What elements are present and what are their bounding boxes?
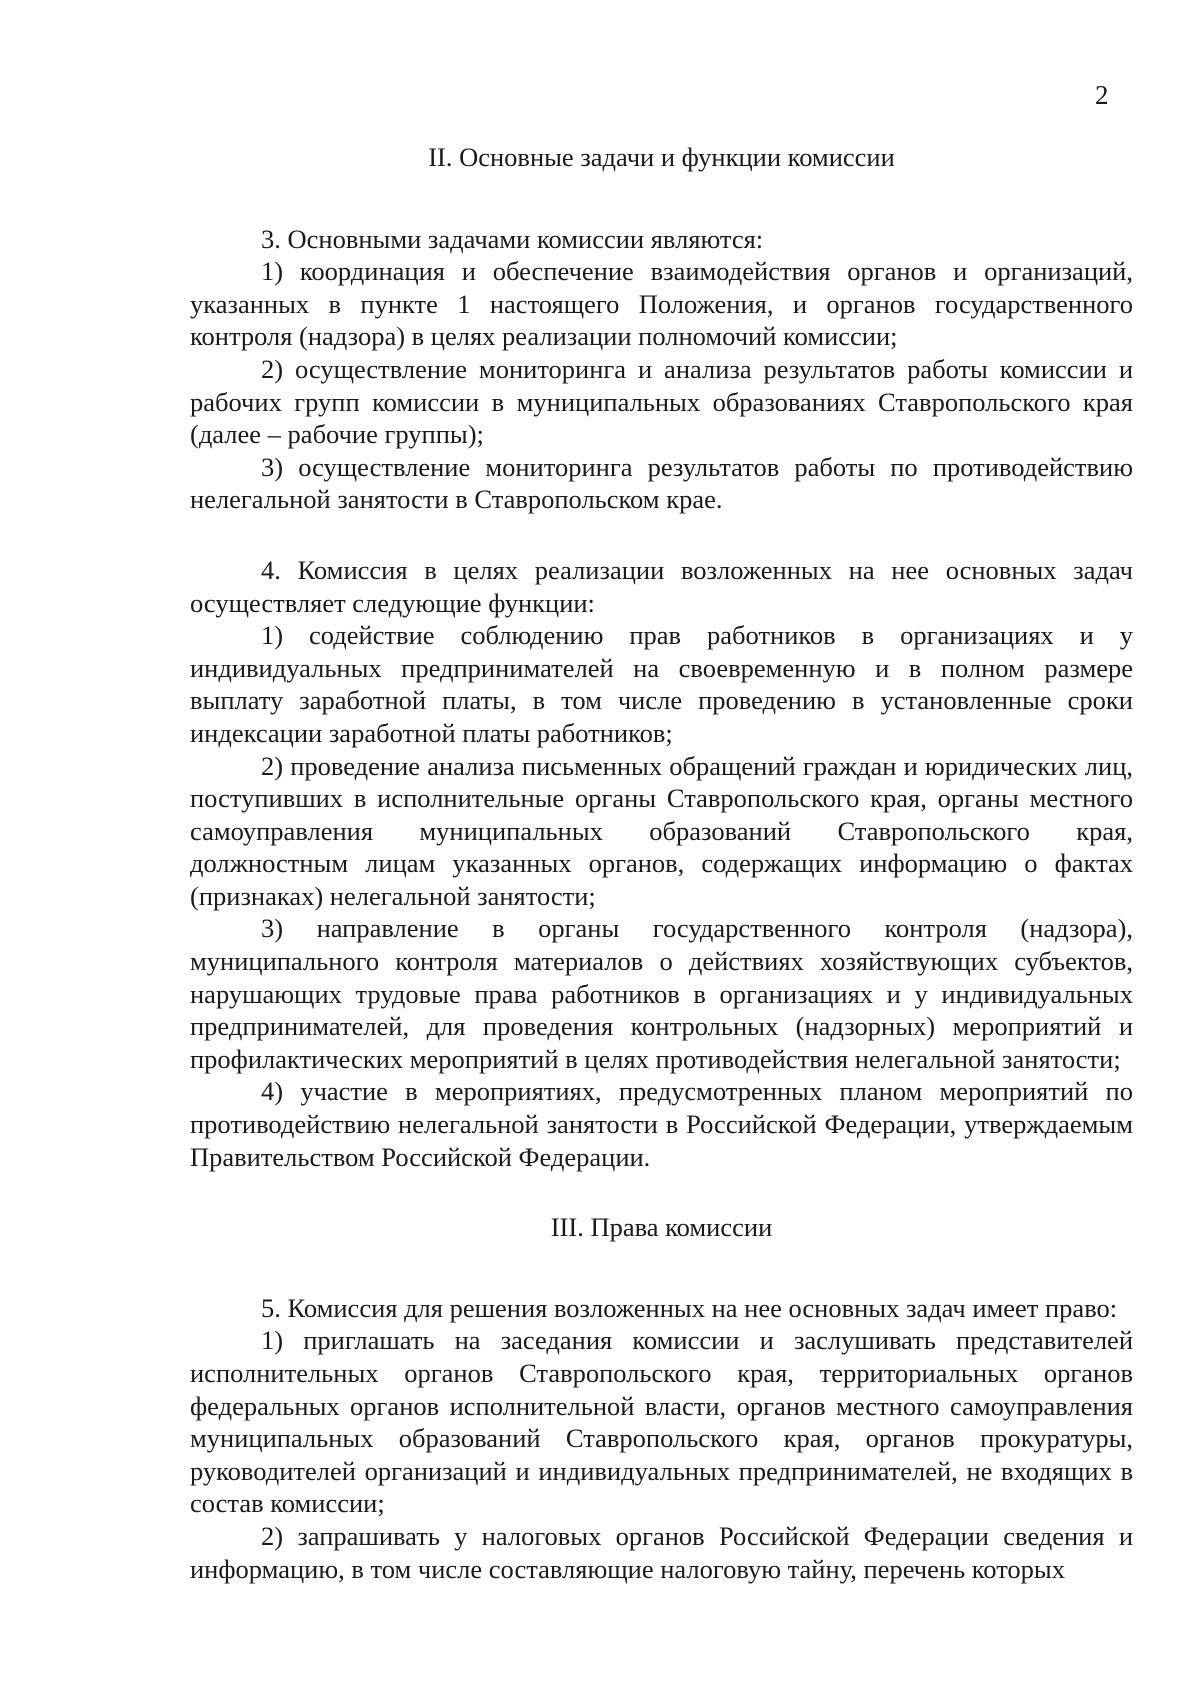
paragraph-spacer bbox=[190, 516, 1133, 554]
paragraph: 2) проведение анализа письменных обращений граждан и юридических лиц, поступивших в исполнительные органы Ставропольского края, органы местного самоуправления муниципальных образований Ставропольского края, должностным лицам указанных органов, содержащих информацию о фактах (признаках) нелегальной занятости; bbox=[190, 750, 1133, 911]
paragraph: 2) запрашивать у налоговых органов Российской Федерации сведения и информацию, в том числе составляющие налоговую тайну, перечень которых bbox=[190, 1520, 1133, 1584]
section-heading-iii: III. Права комиссии bbox=[550, 1212, 773, 1243]
paragraph: 4. Комиссия в целях реализации возложенных на нее основных задач осуществляет следующие функции: bbox=[190, 554, 1133, 618]
paragraph: 3) направление в органы государственного контроля (надзора), муниципального контроля материалов о действиях хозяйствующих субъектов, нарушающих трудовые права работников в организациях и у индивидуальных предпринимателей, для проведения контрольных (надзорных) мероприятий и профилактических мероприятий в целях противодействия нелегальной занятости; bbox=[190, 913, 1133, 1074]
paragraph: 1) координация и обеспечение взаимодействия органов и организаций, указанных в пункте 1 настоящего Положения, и органов государственного контроля (надзора) в целях реализации полномочий комиссии; bbox=[190, 256, 1133, 352]
paragraph: 3. Основными задачами комиссии являются: bbox=[261, 223, 764, 254]
paragraph: 4) участие в мероприятиях, предусмотренных планом мероприятий по противодействию нелегальной занятости в Российской Федерации, утверждаемым Правительством Российской Федерации. bbox=[190, 1076, 1133, 1172]
paragraph: 1) содействие соблюдению прав работников в организациях и у индивидуальных предпринимателей на своевременную и в полном размере выплату заработной платы, в том числе проведению в установленные сроки индексации заработной платы работников; bbox=[190, 620, 1133, 748]
paragraph: 3) осуществление мониторинга результатов работы по противодействию нелегальной занятости в Ставропольском крае. bbox=[190, 451, 1133, 515]
page-number: 2 bbox=[1095, 80, 1109, 110]
document-body bbox=[190, 141, 1133, 1585]
paragraph: 1) приглашать на заседания комиссии и заслушивать представителей исполнительных органов Ставропольского края, территориальных органов федеральных органов исполнительной власти, органов местного самоуправления муниципальных образований Ставропольского края, органов прокуратуры, руководителей организаций и индивидуальных предпринимателей, не входящих в состав комиссии; bbox=[190, 1325, 1133, 1519]
paragraph: 5. Комиссия для решения возложенных на нее основных задач имеет право: bbox=[261, 1292, 1118, 1323]
section-heading-ii: II. Основные задачи и функции комиссии bbox=[428, 142, 895, 172]
paragraph: 2) осуществление мониторинга и анализа результатов работы комиссии и рабочих групп комиссии в муниципальных образованиях Ставропольского края (далее – рабочие группы); bbox=[190, 353, 1133, 450]
